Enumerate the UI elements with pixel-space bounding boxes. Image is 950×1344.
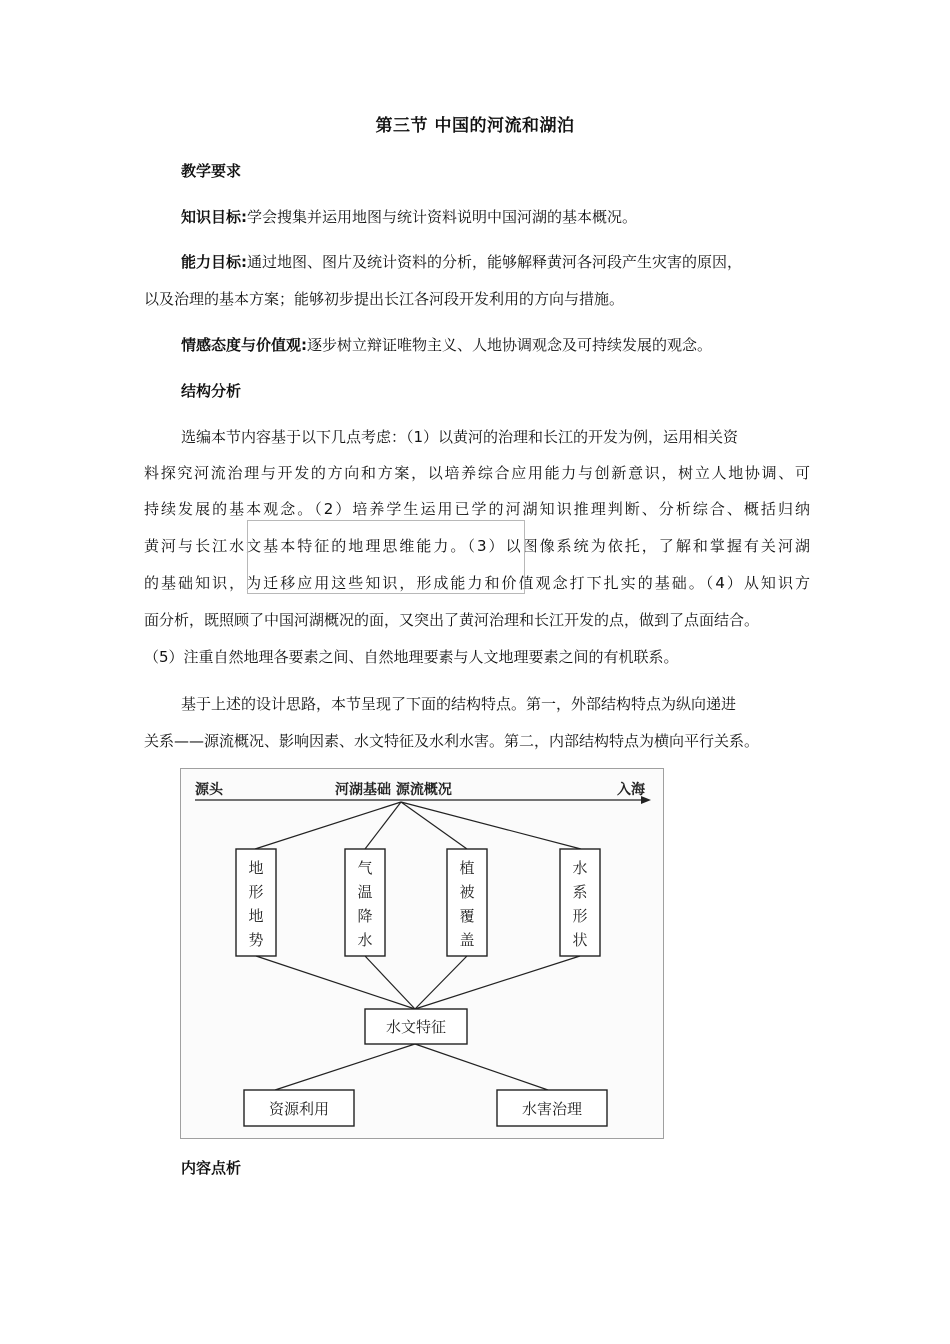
connector-top-to-factor-4 <box>401 802 581 849</box>
factor-box-2 <box>345 849 385 956</box>
sea-label: 入海 <box>617 782 645 798</box>
ability-goal-line-2: 以及治理的基本方案；能够初步提出长江各河段开发利用的方向与措施。 <box>144 290 625 308</box>
para1-line-2: 料探究河流治理与开发的方向和方案，以培养综合应用能力与创新意识，树立人地协调、可 <box>144 464 810 482</box>
emotion-goal-label: 情感态度与价值观: <box>181 336 307 354</box>
knowledge-goal-text: 学会搜集并运用地图与统计资料说明中国河湖的基本概况。 <box>247 208 638 226</box>
factor-3-char-2: 被 <box>459 883 475 901</box>
factor-1-char-1: 地 <box>248 859 264 877</box>
factor-3-char-1: 植 <box>459 859 475 877</box>
connector-center-to-outcome-2 <box>415 1044 548 1090</box>
ability-goal-text-1: 通过地图、图片及统计资料的分析，能够解释黄河各河段产生灾害的原因， <box>247 253 743 271</box>
knowledge-goal-label: 知识目标: <box>181 208 247 226</box>
factor-box-1 <box>236 849 276 956</box>
para1-line-5: 的基础知识，为迁移应用这些知识，形成能力和价值观念打下扎实的基础。（4）从知识方 <box>144 574 810 592</box>
heading-structure-analysis: 结构分析 <box>181 382 242 400</box>
emotion-goal <box>181 334 821 356</box>
para1-line-1: 选编本节内容基于以下几点考虑：（1）以黄河的治理和长江的开发为例，运用相关资 <box>181 428 739 446</box>
para2-line-2: 关系——源流概况、影响因素、水文特征及水利水害。第二，内部结构特点为横向平行关系。 <box>144 732 760 750</box>
source-label: 源头 <box>195 782 223 798</box>
page-title: 第三节 中国的河流和湖泊 <box>375 116 575 136</box>
connector-factor-1-to-center <box>256 956 415 1009</box>
center-label: 水文特征 <box>385 1018 447 1036</box>
para2-line-1: 基于上述的设计思路，本节呈现了下面的结构特点。第一，外部结构特点为纵向递进 <box>181 695 737 713</box>
para1-line-3: 持续发展的基本观念。（2）培养学生运用已学的河湖知识推理判断、分析综合、概括归纳 <box>144 500 810 518</box>
emotion-goal-text: 逐步树立辩证唯物主义、人地协调观念及可持续发展的观念。 <box>307 336 713 354</box>
para1-line-6: 面分析，既照顾了中国河湖概况的面，又突出了黄河治理和长江开发的点，做到了点面结合。 <box>144 611 760 629</box>
factor-2-char-2: 温 <box>357 883 373 901</box>
structure-diagram <box>180 768 664 1139</box>
factor-4-char-2: 系 <box>572 883 588 901</box>
connector-top-to-factor-3 <box>401 802 467 849</box>
top-label: 河湖基础 源流概况 <box>335 782 452 798</box>
connector-factor-4-to-center <box>415 956 580 1009</box>
factor-2-char-4: 水 <box>357 931 373 949</box>
outcome-1-label: 资源利用 <box>268 1100 330 1118</box>
factor-3-char-3: 覆 <box>459 907 475 925</box>
factor-4-char-1: 水 <box>572 859 588 877</box>
stray-frame <box>247 520 525 594</box>
ability-goal-line-1 <box>181 251 821 273</box>
factor-3-char-4: 盖 <box>459 931 475 949</box>
factor-box-3 <box>447 849 487 956</box>
heading-content-analysis: 内容点析 <box>181 1159 242 1177</box>
connector-top-to-factor-1 <box>255 802 401 849</box>
outcome-box-2 <box>497 1090 607 1126</box>
heading-teaching-requirements: 教学要求 <box>181 162 242 180</box>
factor-4-char-3: 形 <box>572 907 588 925</box>
factor-1-char-3: 地 <box>248 907 264 925</box>
outcome-2-label: 水害治理 <box>521 1100 583 1118</box>
knowledge-goal <box>181 206 821 228</box>
factor-1-char-2: 形 <box>248 883 264 901</box>
factor-2-char-3: 降 <box>357 907 373 925</box>
factor-4-char-4: 状 <box>572 931 588 949</box>
para1-line-7: （5）注重自然地理各要素之间、自然地理要素与人文地理要素之间的有机联系。 <box>144 648 679 666</box>
para1-line-4: 黄河与长江水文基本特征的地理思维能力。（3）以图像系统为依托，了解和掌握有关河湖 <box>144 537 810 555</box>
factor-1-char-4: 势 <box>248 931 264 949</box>
connector-center-to-outcome-1 <box>275 1044 415 1090</box>
structure-diagram-svg <box>181 769 665 1140</box>
factor-box-4 <box>560 849 600 956</box>
connector-top-to-factor-2 <box>365 802 401 849</box>
center-box <box>365 1009 467 1044</box>
factor-2-char-1: 气 <box>357 859 373 877</box>
outcome-box-1 <box>244 1090 354 1126</box>
ability-goal-label: 能力目标: <box>181 253 247 271</box>
